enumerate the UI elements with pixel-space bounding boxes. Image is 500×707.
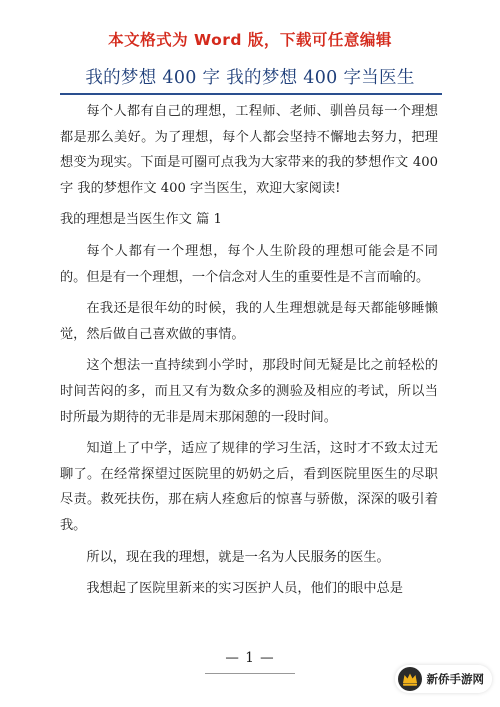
- intro-paragraph: 每个人都有自己的理想，工程师、老师、驯兽员每一个理想都是那么美好。为了理想，每个人都会坚持不懈地去努力，把理想变为现实。下面是可圈可点我为大家带来的我的梦想作文 400 字 我的梦想作文 400 字当医生，欢迎大家阅读!: [60, 104, 438, 196]
- body-paragraph-2: 在我还是很年幼的时候，我的人生理想就是每天都能够睡懒觉，然后做自己喜欢做的事情。: [60, 301, 438, 342]
- document-body: [60, 99, 438, 608]
- format-banner: 本文格式为 Word 版，下载可任意编辑: [108, 31, 392, 49]
- footer-divider: [205, 673, 295, 674]
- body-paragraph-4: 知道上了中学，适应了规律的学习生活，这时才不致太过无聊了。在经常探望过医院里的奶奶之后，看到医院里医生的尽职尽责。救死扶伤，那在病人痊愈后的惊喜与骄傲，深深的吸引着我。: [60, 441, 438, 533]
- watermark-text: 新侨手游网: [426, 672, 484, 686]
- page-number: — 1 —: [225, 650, 275, 666]
- body-paragraph-6: 我想起了医院里新来的实习医护人员，他们的眼中总是: [86, 581, 403, 597]
- body-paragraph-3: 这个想法一直持续到小学时，那段时间无疑是比之前轻松的时间苦闷的多，而且又有为数众多的测验及相应的考试，所以当时所最为期待的无非是周末那闲憩的一段时间。: [60, 358, 438, 425]
- document-title: 我的梦想 400 字 我的梦想 400 字当医生: [85, 68, 415, 88]
- body-paragraph-5: 所以，现在我的理想，就是一名为人民服务的医生。: [86, 549, 390, 565]
- crown-logo-icon: [397, 666, 423, 692]
- section-heading: 我的理想是当医生作文 篇 1: [60, 212, 222, 228]
- body-paragraph-1: 每个人都有一个理想，每个人生阶段的理想可能会是不同的。但是有一个理想，一个信念对人生的重要性是不言而喻的。: [60, 243, 438, 285]
- title-divider: [60, 93, 442, 95]
- site-watermark[interactable]: [395, 665, 493, 693]
